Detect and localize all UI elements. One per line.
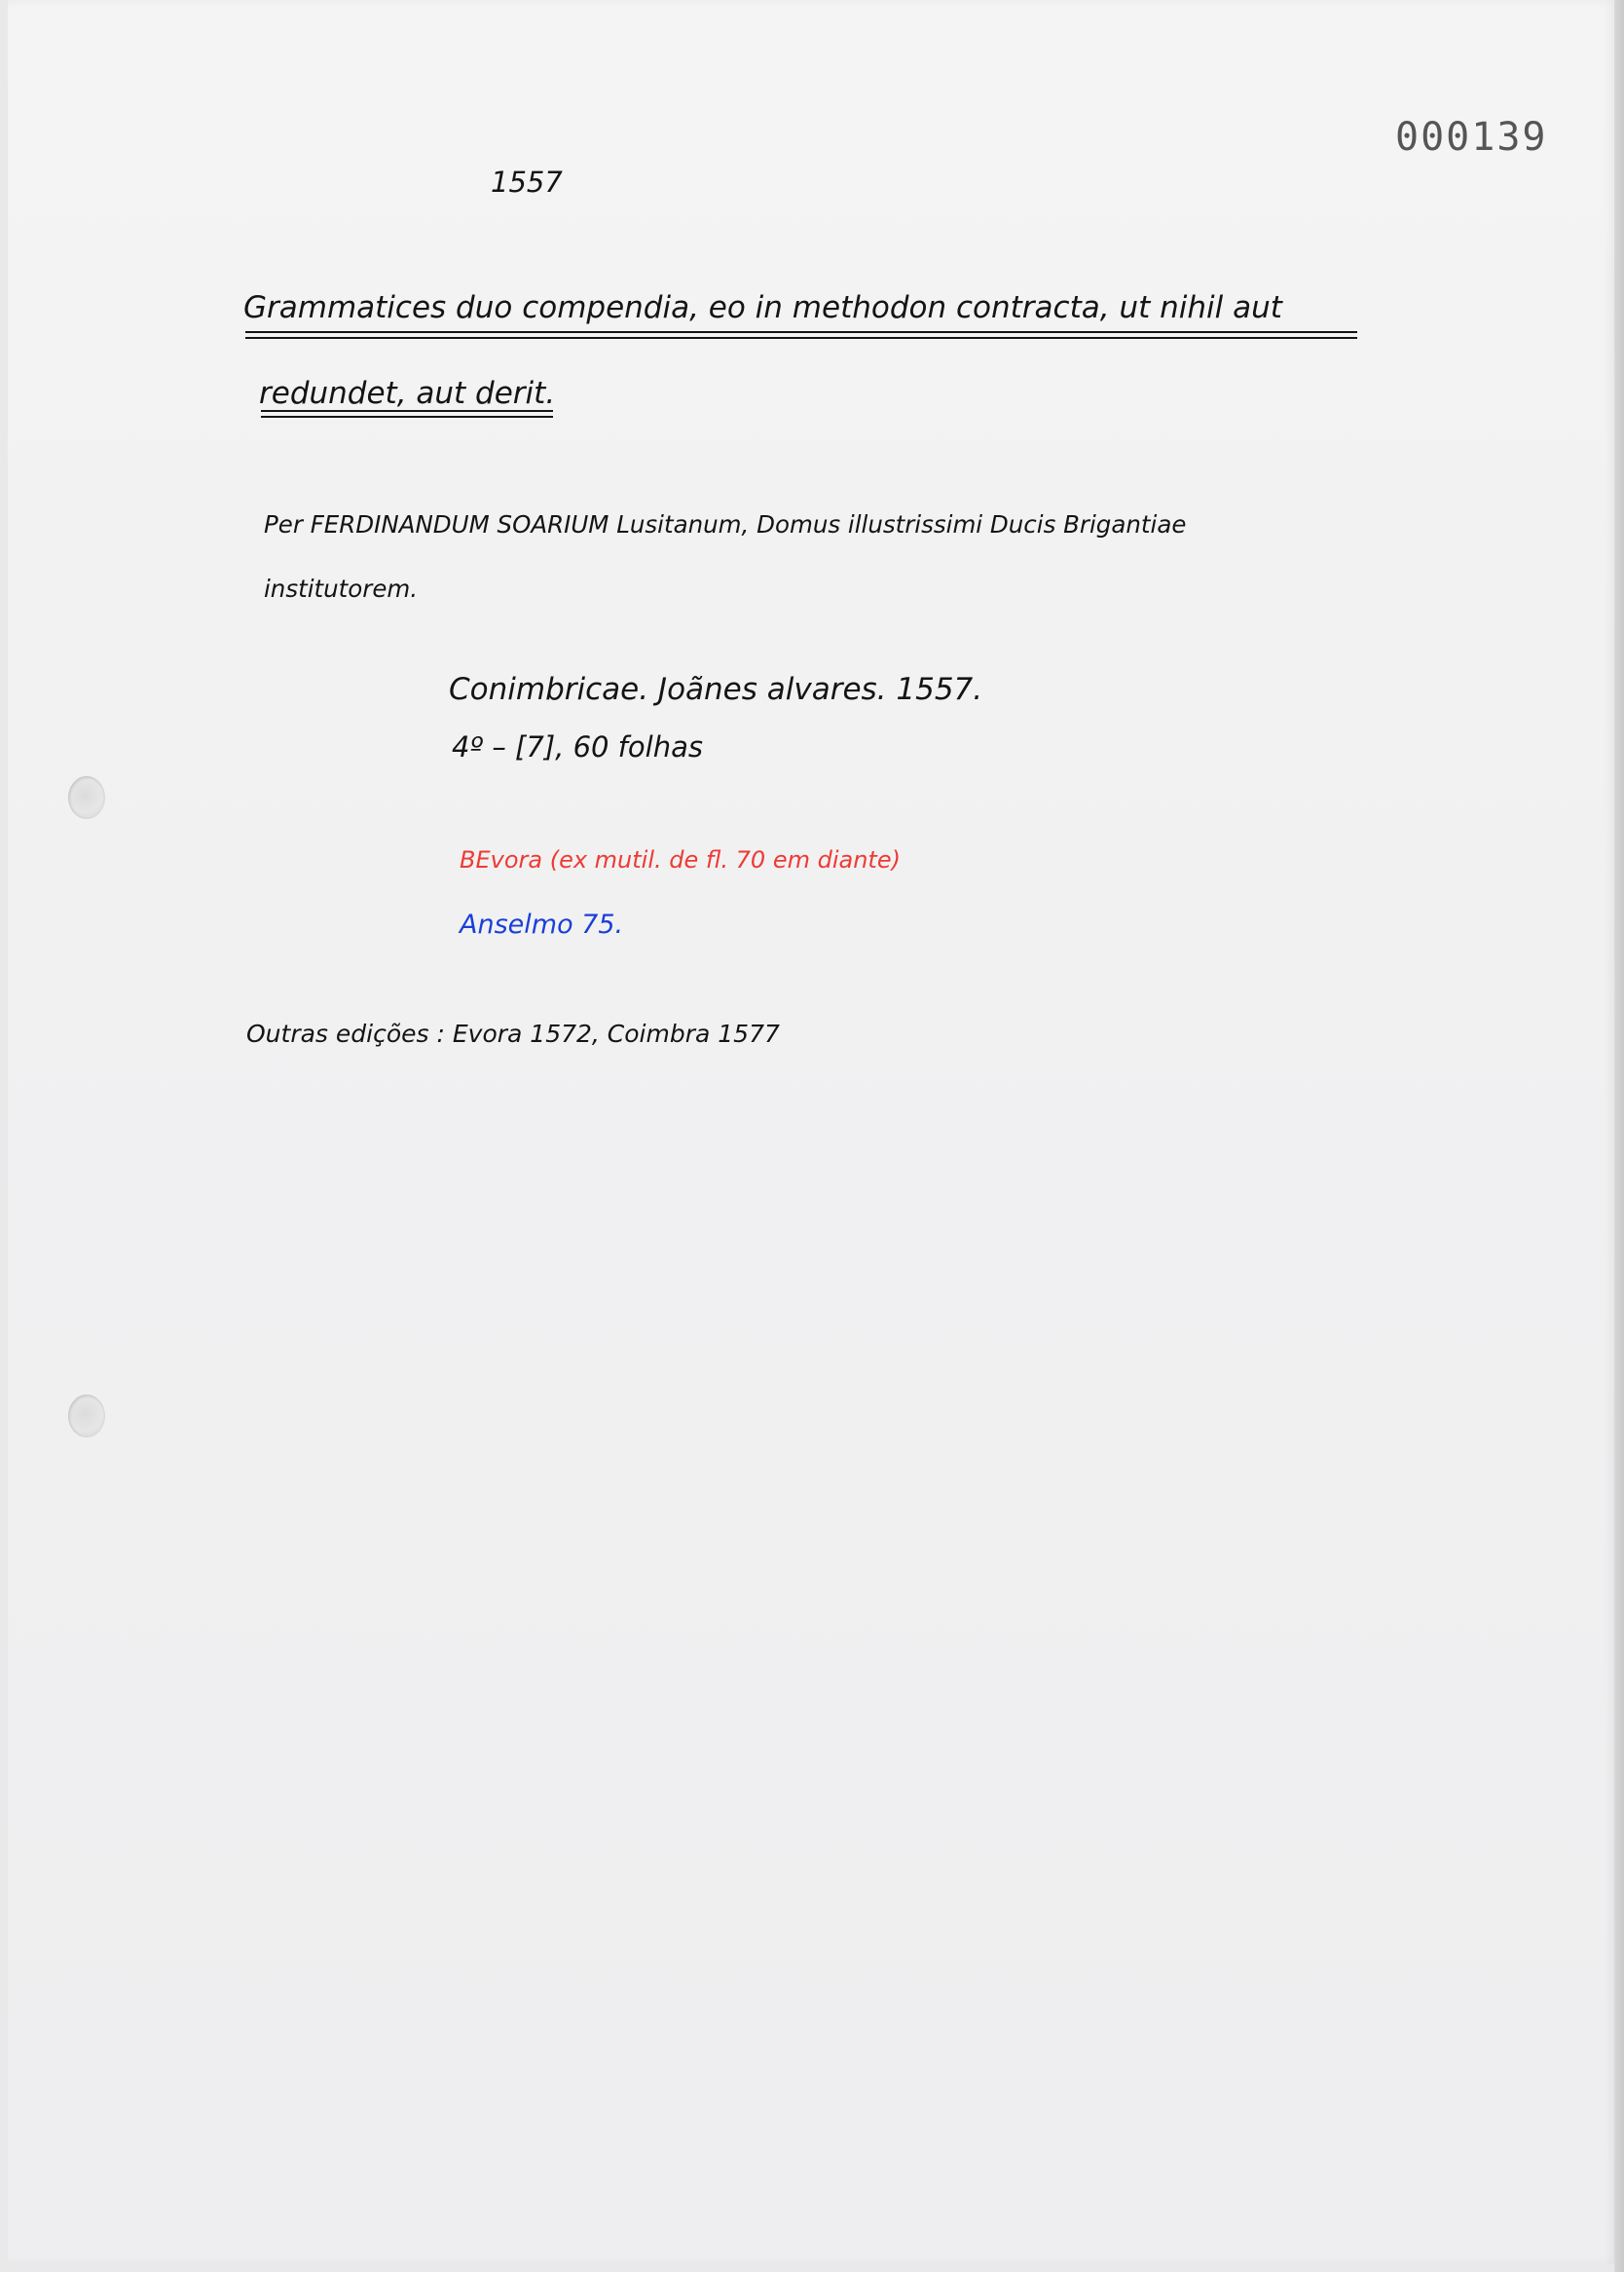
page-edge xyxy=(1614,0,1624,2272)
author-line-2: institutorem. xyxy=(264,575,419,603)
other-editions: Outras edições : Evora 1572, Coimbra 1577 xyxy=(246,1020,780,1048)
catalog-number-stamp: 000139 xyxy=(1395,115,1548,160)
title-underline-2a xyxy=(261,410,553,412)
title-line-2: redundet, aut derit. xyxy=(259,376,556,411)
imprint-line-1: Conimbricae. Joãnes alvares. 1557. xyxy=(449,672,983,707)
catalog-card xyxy=(8,0,1616,2264)
author-line-1: Per FERDINANDUM SOARIUM Lusitanum, Domus illustrissimi Ducis Brigantiae xyxy=(264,510,1187,539)
title-underline-1b xyxy=(245,337,1357,339)
title-line-1: Grammatices duo compendia, eo in methodon contracta, ut nihil aut xyxy=(243,290,1282,325)
title-underline-1a xyxy=(245,331,1357,333)
holding-anselmo: Anselmo 75. xyxy=(460,910,624,940)
imprint-line-2: 4º – [7], 60 folhas xyxy=(452,730,703,764)
holding-bevora: BEvora (ex mutil. de fl. 70 em diante) xyxy=(460,846,901,874)
title-underline-2b xyxy=(261,416,553,418)
punch-hole-bottom xyxy=(68,1395,105,1437)
punch-hole-top xyxy=(68,776,105,819)
year-heading: 1557 xyxy=(491,166,563,199)
